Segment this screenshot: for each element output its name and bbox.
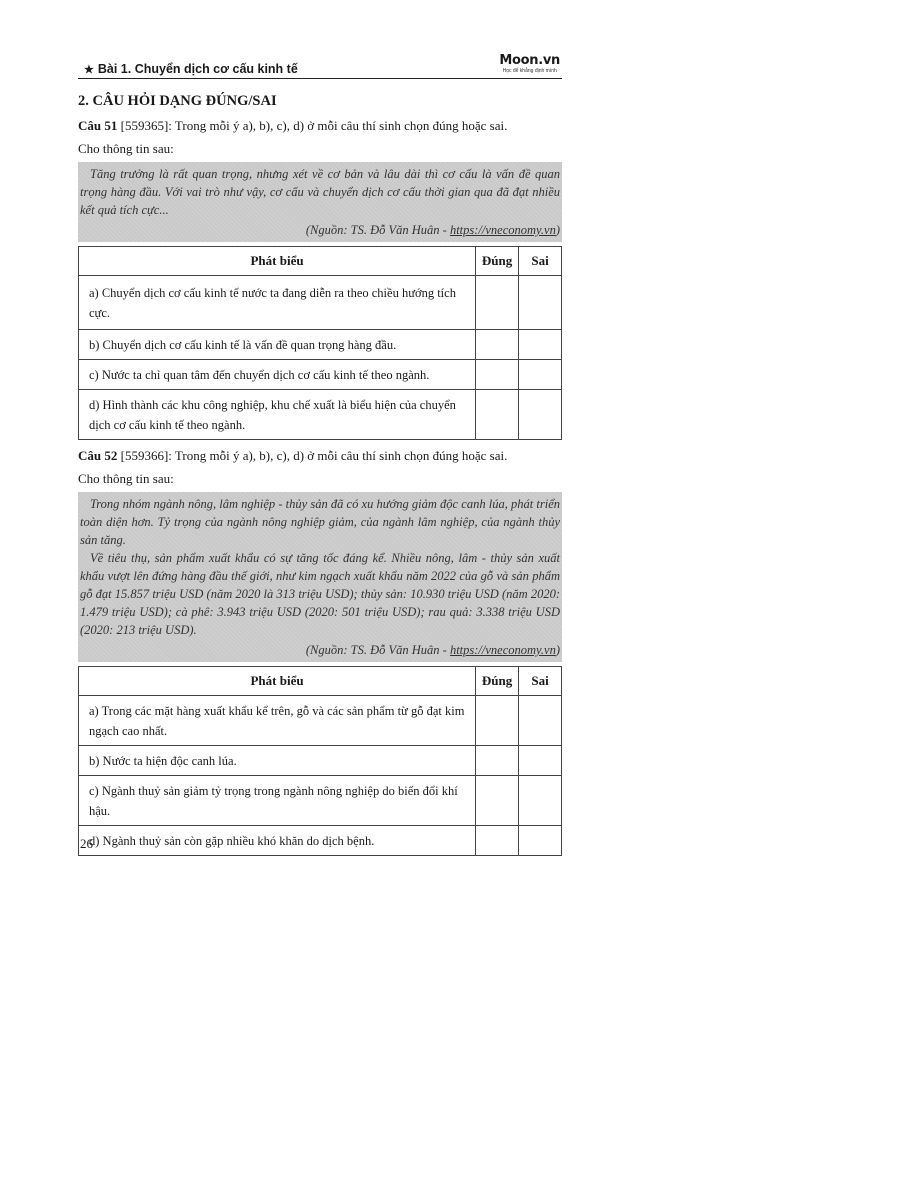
moon-logo <box>499 54 560 74</box>
source-suffix: ) <box>555 223 560 237</box>
info-box <box>78 492 562 662</box>
section-title: 2. CÂU HỎI DẠNG ĐÚNG/SAI <box>78 93 277 109</box>
question-intro: Cho thông tin sau: <box>78 141 174 156</box>
info-paragraph: Tăng trưởng là rất quan trọng, nhưng xét về cơ bản và lâu dài thì cơ cấu là vấn đề quan trọng hàng đầu. Với vai trò như vậy, cơ cấu và chuyển dịch cơ cấu thời gian qua đã đạt nhiều kết quả tích cực... <box>80 167 560 217</box>
true-answer-cell[interactable] <box>476 390 519 440</box>
page-number: 26 <box>80 836 93 851</box>
table-row <box>79 746 562 776</box>
false-answer-cell[interactable] <box>519 360 562 390</box>
table-row <box>79 390 562 440</box>
source-suffix: ) <box>555 643 560 657</box>
header-true: Đúng <box>476 247 519 276</box>
false-answer-cell[interactable] <box>519 746 562 776</box>
answer-table <box>78 666 562 856</box>
statement-cell: d) Hình thành các khu công nghiệp, khu chế xuất là biểu hiện của chuyển dịch cơ cấu kinh tế theo ngành. <box>79 390 476 440</box>
table-row <box>79 826 562 856</box>
false-answer-cell[interactable] <box>519 696 562 746</box>
false-answer-cell[interactable] <box>519 826 562 856</box>
statement-cell: d) Ngành thuỷ sản còn gặp nhiều khó khăn do dịch bệnh. <box>79 826 476 856</box>
info-paragraph: Về tiêu thụ, sản phẩm xuất khẩu có sự tăng tốc đáng kể. Nhiều nông, lâm - thủy sản xuất khẩu vượt lên đứng hàng đầu thế giới, như kim ngạch xuất khẩu năm 2022 của gỗ và sản phẩm gỗ đạt 15.857 triệu USD (năm 2020 là 313 triệu USD); thủy sản: 10.930 triệu USD (năm 2020: 1.479 triệu USD); cà phê: 3.943 triệu USD (2020: 501 triệu USD); rau quả: 3.338 triệu USD (2020: 213 triệu USD). <box>80 551 560 637</box>
chapter-title-text: Bài 1. Chuyển dịch cơ cấu kinh tế <box>97 62 298 76</box>
header-false: Sai <box>519 247 562 276</box>
question-52-prompt <box>78 446 562 465</box>
source-link[interactable]: https://vneconomy.vn <box>449 223 556 237</box>
true-answer-cell[interactable] <box>476 776 519 826</box>
chapter-title <box>84 62 298 76</box>
false-answer-cell[interactable] <box>519 276 562 330</box>
table-row <box>79 776 562 826</box>
statement-cell: c) Nước ta chỉ quan tâm đến chuyển dịch cơ cấu kinh tế theo ngành. <box>79 360 476 390</box>
question-intro: Cho thông tin sau: <box>78 471 174 486</box>
true-answer-cell[interactable] <box>476 276 519 330</box>
logo-text: Moon.vn <box>499 53 560 68</box>
header-true: Đúng <box>476 667 519 696</box>
page-header <box>78 52 562 79</box>
question-label: Câu 52 <box>78 448 118 463</box>
false-answer-cell[interactable] <box>519 330 562 360</box>
source-link[interactable]: https://vneconomy.vn <box>449 643 556 657</box>
header-statement: Phát biểu <box>79 247 476 276</box>
table-row <box>79 360 562 390</box>
statement-cell: a) Chuyển dịch cơ cấu kinh tế nước ta đang diễn ra theo chiều hướng tích cực. <box>79 276 476 330</box>
question-text: [559366]: Trong mỗi ý a), b), c), d) ở mỗi câu thí sinh chọn đúng hoặc sai. <box>117 448 508 463</box>
true-answer-cell[interactable] <box>476 330 519 360</box>
table-row <box>79 276 562 330</box>
answer-table <box>78 246 562 440</box>
source-prefix: (Nguồn: TS. Đỗ Văn Huân - <box>305 643 450 657</box>
true-answer-cell[interactable] <box>476 696 519 746</box>
statement-cell: a) Trong các mặt hàng xuất khẩu kể trên, gỗ và các sản phẩm từ gỗ đạt kim ngạch cao nhất. <box>79 696 476 746</box>
statement-cell: c) Ngành thuỷ sản giảm tỷ trọng trong ngành nông nghiệp do biến đổi khí hậu. <box>79 776 476 826</box>
table-row <box>79 330 562 360</box>
source-prefix: (Nguồn: TS. Đỗ Văn Huân - <box>305 223 450 237</box>
true-answer-cell[interactable] <box>476 746 519 776</box>
true-answer-cell[interactable] <box>476 360 519 390</box>
info-source <box>80 641 560 659</box>
document-page <box>78 52 562 856</box>
question-label: Câu 51 <box>78 118 118 133</box>
false-answer-cell[interactable] <box>519 390 562 440</box>
header-false: Sai <box>519 667 562 696</box>
statement-cell: b) Nước ta hiện độc canh lúa. <box>79 746 476 776</box>
header-statement: Phát biểu <box>79 667 476 696</box>
table-row <box>79 696 562 746</box>
logo-tagline: Học để khẳng định mình <box>502 68 557 74</box>
true-answer-cell[interactable] <box>476 826 519 856</box>
star-icon: ★ <box>84 64 94 76</box>
statement-cell: b) Chuyển dịch cơ cấu kinh tế là vấn đề quan trọng hàng đầu. <box>79 330 476 360</box>
info-box <box>78 162 562 242</box>
false-answer-cell[interactable] <box>519 776 562 826</box>
question-51-prompt <box>78 116 562 135</box>
info-paragraph: Trong nhóm ngành nông, lâm nghiệp - thủy sản đã có xu hướng giảm độc canh lúa, phát triển toàn diện hơn. Tỷ trọng của ngành nông nghiệp giảm, của ngành lâm nghiệp, của ngành thủy sản tăng. <box>80 497 560 547</box>
info-source <box>80 221 560 239</box>
question-text: [559365]: Trong mỗi ý a), b), c), d) ở mỗi câu thí sinh chọn đúng hoặc sai. <box>117 118 508 133</box>
